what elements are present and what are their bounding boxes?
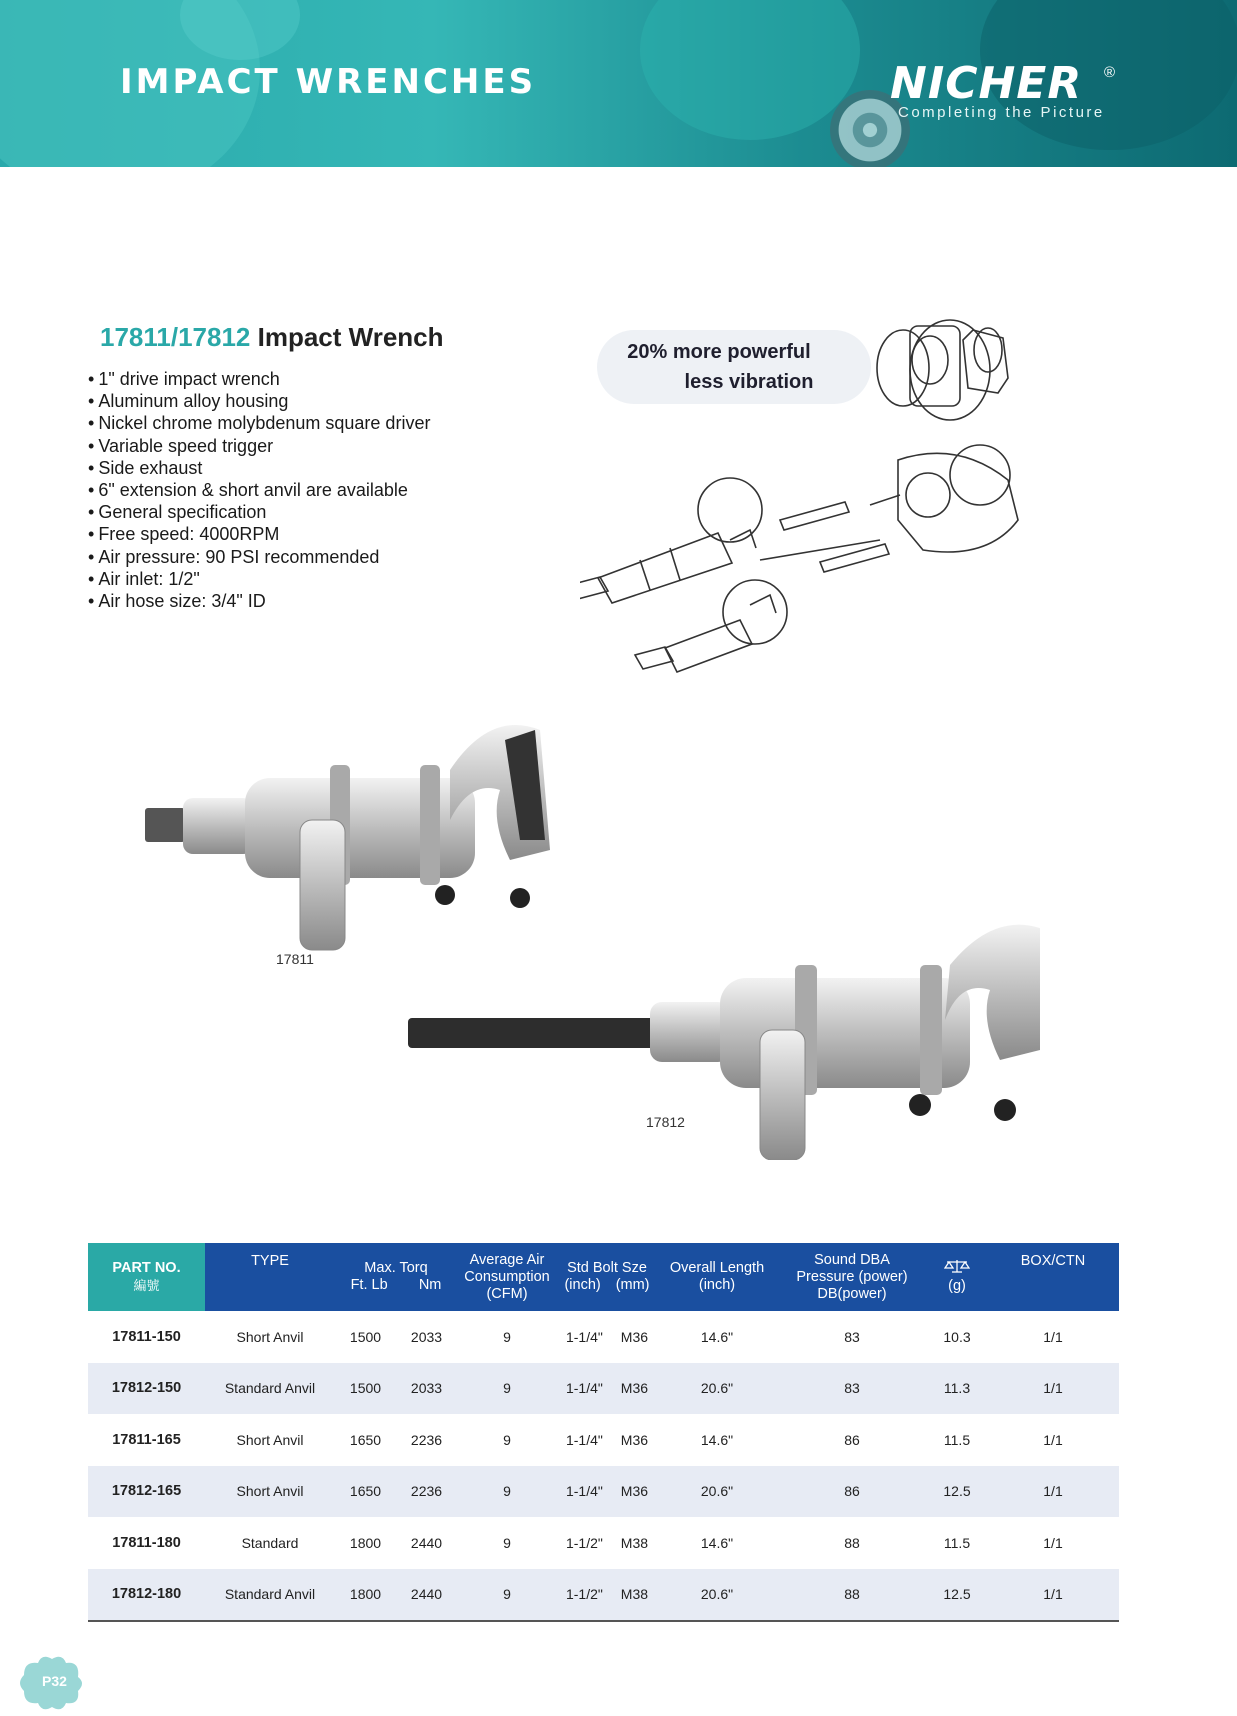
feature-item: • 1" drive impact wrench — [88, 368, 430, 390]
feature-item: • Air inlet: 1/2" — [88, 568, 430, 590]
cell-type: Standard Anvil — [205, 1363, 335, 1415]
cell-type: Short Anvil — [236, 1328, 304, 1345]
product-photo-17812 — [400, 920, 1040, 1160]
cell-bolt-size: 1-1/4" M36 — [557, 1363, 657, 1415]
cell-torque: 1500 2033 — [349, 1328, 443, 1345]
feature-list — [88, 368, 430, 612]
caption-17812: 17812 — [646, 1114, 685, 1130]
table-header-row — [88, 1243, 1119, 1311]
cell-torque: 1500 2033 — [335, 1363, 457, 1415]
cell-air-consumption: 9 — [503, 1431, 511, 1448]
cell-torque: 1650 2236 — [349, 1431, 443, 1448]
cell-part-no: 17812-150 — [88, 1363, 205, 1415]
cell-part-no: 17811-180 — [112, 1534, 181, 1551]
cell-type: Standard Anvil — [205, 1569, 335, 1622]
table-row — [88, 1363, 1119, 1415]
header-banner — [0, 0, 1237, 167]
table-row — [88, 1414, 1119, 1466]
cell-box-ctn: 1/1 — [1043, 1431, 1063, 1448]
cell-sound: 83 — [777, 1363, 927, 1415]
cell-sound: 83 — [844, 1328, 860, 1345]
cell-bolt-size: 1-1/4" M36 — [565, 1431, 649, 1448]
caption-17811: 17811 — [276, 951, 314, 967]
table-row — [88, 1517, 1119, 1569]
cell-sound: 88 — [777, 1569, 927, 1622]
cell-box-ctn: 1/1 — [1043, 1534, 1063, 1551]
cell-air-consumption: 9 — [503, 1328, 511, 1345]
table-row — [88, 1466, 1119, 1518]
header-overall-length: Overall Length (inch) — [657, 1243, 777, 1311]
table-row — [88, 1311, 1119, 1363]
cell-bolt-size: 1-1/2" M38 — [565, 1534, 649, 1551]
section-title: IMPACT WRENCHES — [120, 62, 537, 102]
cell-weight: 10.3 — [943, 1328, 971, 1345]
product-title — [100, 322, 444, 353]
specification-table — [88, 1243, 1119, 1622]
cell-box-ctn: 1/1 — [987, 1363, 1119, 1415]
cell-weight: 11.3 — [927, 1363, 987, 1415]
cell-torque: 1650 2236 — [335, 1466, 457, 1518]
header-box-ctn: BOX/CTN — [987, 1243, 1119, 1311]
cell-box-ctn: 1/1 — [987, 1569, 1119, 1622]
cell-weight: 12.5 — [927, 1466, 987, 1518]
cell-overall-length: 14.6" — [700, 1328, 734, 1345]
cell-type: Short Anvil — [205, 1466, 335, 1518]
logo-registered-mark: ® — [1104, 64, 1116, 81]
cell-weight: 11.5 — [943, 1431, 971, 1448]
table-row — [88, 1569, 1119, 1622]
cell-weight: 12.5 — [927, 1569, 987, 1622]
scale-icon — [944, 1259, 970, 1273]
header-torque: Max. Torq Ft. Lb Nm — [335, 1243, 457, 1311]
cell-part-no: 17811-150 — [112, 1328, 181, 1345]
feature-item: • Variable speed trigger — [88, 435, 430, 457]
cell-part-no: 17812-165 — [88, 1466, 205, 1518]
cell-torque: 1800 2440 — [335, 1569, 457, 1622]
page-number: P32 — [42, 1673, 67, 1689]
feature-item: • 6" extension & short anvil are available — [88, 479, 430, 501]
cell-type: Short Anvil — [236, 1431, 304, 1448]
promo-line-1: 20% more powerful — [627, 341, 811, 363]
product-code: 17811/17812 — [100, 322, 251, 352]
cell-overall-length: 20.6" — [657, 1363, 777, 1415]
exploded-anvil-diagram — [580, 290, 1100, 675]
cell-overall-length: 14.6" — [700, 1534, 734, 1551]
brand-logo — [890, 58, 1116, 121]
cell-overall-length: 14.6" — [700, 1431, 734, 1448]
feature-item: • Aluminum alloy housing — [88, 390, 430, 412]
header-bolt-size: Std Bolt Sze (inch) (mm) — [557, 1243, 657, 1311]
cell-box-ctn: 1/1 — [1043, 1328, 1063, 1345]
cell-air-consumption: 9 — [457, 1466, 557, 1518]
header-weight: (g) — [927, 1243, 987, 1311]
feature-item: • Nickel chrome molybdenum square driver — [88, 412, 430, 434]
cell-box-ctn: 1/1 — [987, 1466, 1119, 1518]
cell-part-no: 17812-180 — [88, 1569, 205, 1622]
cell-air-consumption: 9 — [457, 1569, 557, 1622]
cell-torque: 1800 2440 — [349, 1534, 443, 1551]
cell-weight: 11.5 — [943, 1534, 971, 1551]
header-type: TYPE — [205, 1243, 335, 1311]
cell-sound: 86 — [777, 1466, 927, 1518]
logo-tagline: Completing the Picture — [898, 104, 1105, 121]
product-name: Impact Wrench — [257, 322, 444, 352]
feature-item: • Air pressure: 90 PSI recommended — [88, 546, 430, 568]
cell-part-no: 17811-165 — [112, 1431, 181, 1448]
cell-sound: 88 — [844, 1534, 860, 1551]
feature-item: • Side exhaust — [88, 457, 430, 479]
cell-sound: 86 — [844, 1431, 860, 1448]
cell-overall-length: 20.6" — [657, 1569, 777, 1622]
logo-name: NICHER — [890, 58, 1083, 109]
feature-item: • Air hose size: 3/4" ID — [88, 590, 430, 612]
cell-air-consumption: 9 — [457, 1363, 557, 1415]
cell-bolt-size: 1-1/4" M36 — [565, 1328, 649, 1345]
feature-item: • Free speed: 4000RPM — [88, 523, 430, 545]
feature-item: • General specification — [88, 501, 430, 523]
header-part-no: PART NO. 編號 — [88, 1243, 205, 1311]
cell-type: Standard — [241, 1534, 299, 1551]
header-air-consumption: Average Air Consumption (CFM) — [457, 1243, 557, 1311]
cell-air-consumption: 9 — [503, 1534, 511, 1551]
page-number-badge — [14, 1655, 84, 1711]
promo-line-2: less vibration — [684, 371, 814, 393]
cell-overall-length: 20.6" — [657, 1466, 777, 1518]
cell-bolt-size: 1-1/2" M38 — [557, 1569, 657, 1622]
header-sound: Sound DBA Pressure (power) DB(power) — [777, 1243, 927, 1311]
cell-bolt-size: 1-1/4" M36 — [557, 1466, 657, 1518]
